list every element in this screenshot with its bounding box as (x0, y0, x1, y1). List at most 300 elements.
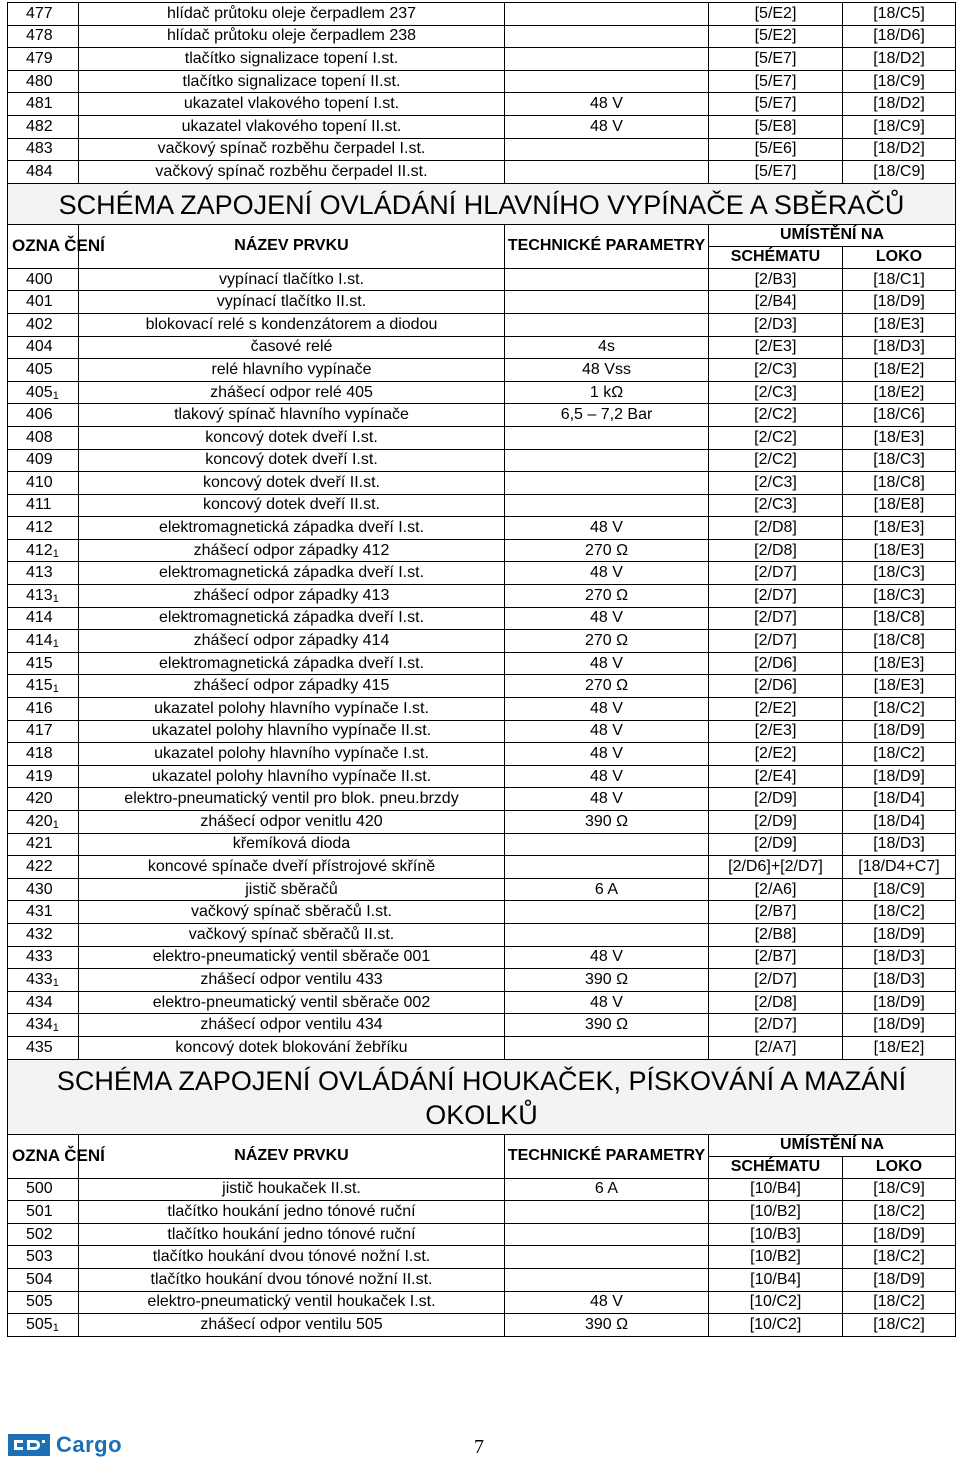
row-schema: [2/C3] (709, 381, 843, 404)
row-param: 6 A (505, 1178, 709, 1201)
row-loko: [18/C2] (843, 1291, 956, 1314)
logo-text: Cargo (56, 1432, 123, 1457)
header-oznaceni: OZNA ČENÍ (8, 224, 79, 268)
row-id (8, 70, 79, 93)
row-id-number: 409 (26, 451, 53, 469)
row-loko: [18/C9] (843, 115, 956, 138)
row-name: ukazatel polohy hlavního vypínače II.st. (79, 720, 505, 743)
row-param: 6,5 – 7,2 Bar (505, 404, 709, 427)
row-param: 270 Ω (505, 675, 709, 698)
table-row (8, 1314, 956, 1337)
row-name: tlačítko houkání jedno tónové ruční (79, 1223, 505, 1246)
row-loko: [18/D4] (843, 811, 956, 834)
row-id (8, 3, 79, 26)
row-loko: [18/C5] (843, 3, 956, 26)
row-param: 4s (505, 336, 709, 359)
cargo-logo (8, 1432, 122, 1458)
row-loko: [18/D9] (843, 1268, 956, 1291)
row-schema: [2/A6] (709, 878, 843, 901)
row-id (8, 788, 79, 811)
section-title-row (8, 183, 956, 224)
row-id (8, 991, 79, 1014)
row-name: elektromagnetická západka dveří I.st. (79, 607, 505, 630)
row-name: koncový dotek dveří I.st. (79, 426, 505, 449)
row-name: tlačítko signalizace topení I.st. (79, 48, 505, 71)
row-loko: [18/E2] (843, 1036, 956, 1059)
table-row (8, 472, 956, 495)
row-name: zhášecí odpor relé 405 (79, 381, 505, 404)
row-id (8, 449, 79, 472)
row-name: ukazatel polohy hlavního vypínače II.st. (79, 765, 505, 788)
row-loko: [18/C9] (843, 1178, 956, 1201)
row-loko: [18/C8] (843, 472, 956, 495)
row-id (8, 856, 79, 879)
row-id (8, 138, 79, 161)
row-loko: [18/C3] (843, 449, 956, 472)
table-row (8, 969, 956, 992)
row-name: vačkový spínač sběračů I.st. (79, 901, 505, 924)
row-id-number: 430 (26, 880, 53, 898)
row-id-number: 481 (26, 95, 53, 113)
row-id (8, 969, 79, 992)
row-id (8, 291, 79, 314)
row-name: jistič houkaček II.st. (79, 1178, 505, 1201)
row-param: 6 A (505, 878, 709, 901)
table-row (8, 539, 956, 562)
row-loko: [18/E3] (843, 539, 956, 562)
row-id (8, 1291, 79, 1314)
row-param: 48 V (505, 788, 709, 811)
row-id-number: 503 (26, 1248, 53, 1266)
table-row (8, 426, 956, 449)
header-umisteni: UMÍSTĚNÍ NA (709, 1134, 956, 1156)
row-id (8, 1314, 79, 1337)
document-table (7, 2, 955, 1337)
row-param: 390 Ω (505, 969, 709, 992)
row-loko: [18/D9] (843, 1014, 956, 1037)
row-id (8, 630, 79, 653)
row-schema: [2/C2] (709, 426, 843, 449)
row-schema: [2/B7] (709, 901, 843, 924)
row-schema: [2/D9] (709, 811, 843, 834)
row-loko: [18/C1] (843, 268, 956, 291)
row-id (8, 25, 79, 48)
row-schema: [2/E2] (709, 698, 843, 721)
row-id-number: 483 (26, 140, 53, 158)
row-id (8, 585, 79, 608)
row-name: vačkový spínač rozběhu čerpadel II.st. (79, 161, 505, 184)
row-param (505, 1201, 709, 1224)
row-id (8, 426, 79, 449)
row-name: elektro-pneumatický ventil houkaček I.st. (79, 1291, 505, 1314)
row-param: 48 V (505, 720, 709, 743)
row-param: 48 V (505, 607, 709, 630)
row-id-number: 478 (26, 27, 53, 45)
row-schema: [2/C3] (709, 359, 843, 382)
row-param (505, 268, 709, 291)
row-name: koncový dotek blokování žebříku (79, 1036, 505, 1059)
row-schema: [2/D7] (709, 562, 843, 585)
row-id-subscript: 1 (52, 818, 59, 831)
table-row (8, 268, 956, 291)
table-row (8, 946, 956, 969)
row-id-number: 415 (26, 677, 53, 695)
row-id-number: 420 (26, 812, 53, 830)
row-param: 270 Ω (505, 585, 709, 608)
row-param: 48 V (505, 652, 709, 675)
row-id-number: 431 (26, 903, 53, 921)
table-row (8, 93, 956, 116)
row-loko: [18/C8] (843, 607, 956, 630)
header-umisteni: UMÍSTĚNÍ NA (709, 224, 956, 246)
row-loko: [18/C2] (843, 1314, 956, 1337)
row-id-number: 400 (26, 270, 53, 288)
row-schema: [2/D7] (709, 585, 843, 608)
row-name: relé hlavního vypínače (79, 359, 505, 382)
row-name: elektro-pneumatický ventil pro blok. pneu.brzdy (79, 788, 505, 811)
row-id (8, 720, 79, 743)
header-technicke: TECHNICKÉ PARAMETRY (505, 224, 709, 268)
row-param: 48 V (505, 517, 709, 540)
row-id-number: 405 (26, 383, 53, 401)
table-row (8, 161, 956, 184)
table-row (8, 856, 956, 879)
section-title-row (8, 1059, 956, 1134)
row-id (8, 472, 79, 495)
row-id-number: 408 (26, 428, 53, 446)
row-param (505, 138, 709, 161)
row-name: křemíková dioda (79, 833, 505, 856)
row-name: koncový dotek dveří II.st. (79, 472, 505, 495)
row-id (8, 923, 79, 946)
table-row (8, 652, 956, 675)
row-name: zhášecí odpor západky 415 (79, 675, 505, 698)
row-id (8, 404, 79, 427)
row-id-number: 505 (26, 1293, 53, 1311)
row-id (8, 336, 79, 359)
row-schema: [2/D9] (709, 833, 843, 856)
row-schema: [2/B4] (709, 291, 843, 314)
table-row (8, 562, 956, 585)
row-id-number: 419 (26, 767, 53, 785)
row-schema: [10/B2] (709, 1246, 843, 1269)
row-param (505, 313, 709, 336)
row-schema: [2/E4] (709, 765, 843, 788)
row-param (505, 426, 709, 449)
row-loko: [18/E3] (843, 426, 956, 449)
row-id-number: 413 (26, 564, 53, 582)
row-loko: [18/E8] (843, 494, 956, 517)
row-id-number: 411 (26, 496, 52, 514)
row-id-number: 433 (26, 948, 53, 966)
row-id-number: 405 (26, 360, 53, 378)
row-loko: [18/D9] (843, 991, 956, 1014)
table-row (8, 359, 956, 382)
row-param (505, 48, 709, 71)
row-loko: [18/C2] (843, 743, 956, 766)
row-name: tlačítko houkání dvou tónové nožní II.st. (79, 1268, 505, 1291)
row-loko: [18/E3] (843, 675, 956, 698)
row-loko: [18/D3] (843, 833, 956, 856)
row-id (8, 765, 79, 788)
row-loko: [18/E3] (843, 652, 956, 675)
row-id (8, 743, 79, 766)
row-param: 270 Ω (505, 630, 709, 653)
row-id-number: 416 (26, 699, 53, 717)
row-id (8, 1014, 79, 1037)
row-schema: [5/E7] (709, 48, 843, 71)
row-schema: [2/D7] (709, 1014, 843, 1037)
row-name: ukazatel vlakového topení I.st. (79, 93, 505, 116)
row-loko: [18/C2] (843, 901, 956, 924)
row-id-number: 434 (26, 1016, 53, 1034)
table-row (8, 1268, 956, 1291)
page-number: 7 (474, 1436, 484, 1458)
row-id (8, 946, 79, 969)
row-id-number: 432 (26, 925, 53, 943)
row-name: koncový dotek dveří I.st. (79, 449, 505, 472)
row-name: tlačítko signalizace topení II.st. (79, 70, 505, 93)
table-row (8, 1223, 956, 1246)
row-schema: [2/D8] (709, 539, 843, 562)
table-row (8, 607, 956, 630)
table-row (8, 1178, 956, 1201)
row-param: 48 V (505, 93, 709, 116)
table-row (8, 449, 956, 472)
table-row (8, 25, 956, 48)
table-row (8, 585, 956, 608)
row-name: elektromagnetická západka dveří I.st. (79, 562, 505, 585)
row-schema: [2/C3] (709, 494, 843, 517)
row-schema: [5/E7] (709, 70, 843, 93)
row-schema: [10/B3] (709, 1223, 843, 1246)
row-name: tlačítko houkání dvou tónové nožní I.st. (79, 1246, 505, 1269)
table-row (8, 494, 956, 517)
row-param (505, 25, 709, 48)
row-id-number: 484 (26, 162, 53, 180)
row-param: 390 Ω (505, 1014, 709, 1037)
row-param (505, 70, 709, 93)
row-id-number: 413 (26, 586, 53, 604)
row-schema: [5/E8] (709, 115, 843, 138)
row-id (8, 359, 79, 382)
row-loko: [18/C2] (843, 1246, 956, 1269)
cd-logo-icon (8, 1434, 50, 1456)
row-id (8, 381, 79, 404)
table-row (8, 517, 956, 540)
row-loko: [18/D9] (843, 1223, 956, 1246)
row-id-number: 435 (26, 1038, 53, 1056)
row-name: vačkový spínač sběračů II.st. (79, 923, 505, 946)
row-id-number: 421 (26, 835, 53, 853)
row-param: 48 V (505, 765, 709, 788)
row-name: jistič sběračů (79, 878, 505, 901)
row-id-number: 422 (26, 857, 53, 875)
row-schema: [2/D9] (709, 788, 843, 811)
table-row (8, 765, 956, 788)
row-id (8, 607, 79, 630)
row-loko: [18/C3] (843, 562, 956, 585)
row-param: 48 V (505, 1291, 709, 1314)
row-name: zhášecí odpor západky 414 (79, 630, 505, 653)
row-loko: [18/C2] (843, 698, 956, 721)
row-id-number: 505 (26, 1315, 53, 1333)
row-id (8, 494, 79, 517)
row-param (505, 161, 709, 184)
row-id (8, 901, 79, 924)
row-id-number: 414 (26, 609, 53, 627)
row-id-number: 401 (26, 293, 53, 311)
row-schema: [2/D3] (709, 313, 843, 336)
row-id-subscript: 1 (52, 592, 59, 605)
row-loko: [18/D9] (843, 765, 956, 788)
header-loko: LOKO (843, 246, 956, 268)
row-id (8, 1201, 79, 1224)
table-row (8, 1036, 956, 1059)
row-schema: [2/C2] (709, 449, 843, 472)
row-id-number: 417 (26, 722, 53, 740)
row-param: 1 kΩ (505, 381, 709, 404)
row-id (8, 833, 79, 856)
row-param: 270 Ω (505, 539, 709, 562)
row-schema: [5/E2] (709, 3, 843, 26)
row-name: hlídač průtoku oleje čerpadlem 237 (79, 3, 505, 26)
table-row (8, 138, 956, 161)
row-param: 48 V (505, 698, 709, 721)
row-loko: [18/E2] (843, 381, 956, 404)
row-param: 48 V (505, 991, 709, 1014)
table-row (8, 313, 956, 336)
row-id (8, 1036, 79, 1059)
table-row (8, 404, 956, 427)
table-row (8, 698, 956, 721)
row-schema: [2/D8] (709, 517, 843, 540)
table-row (8, 1246, 956, 1269)
table-row (8, 381, 956, 404)
row-name: vypínací tlačítko II.st. (79, 291, 505, 314)
row-id-number: 410 (26, 473, 53, 491)
row-schema: [2/D7] (709, 630, 843, 653)
row-schema: [2/E3] (709, 720, 843, 743)
row-loko: [18/C9] (843, 70, 956, 93)
row-name: zhášecí odpor venitlu 420 (79, 811, 505, 834)
row-id-number: 477 (26, 4, 53, 22)
header-row (8, 1134, 956, 1156)
row-param (505, 3, 709, 26)
row-id (8, 539, 79, 562)
row-name: blokovací relé s kondenzátorem a diodou (79, 313, 505, 336)
row-loko: [18/C9] (843, 161, 956, 184)
row-schema: [5/E2] (709, 25, 843, 48)
row-param (505, 833, 709, 856)
header-loko: LOKO (843, 1156, 956, 1178)
row-loko: [18/D3] (843, 969, 956, 992)
component-table (7, 2, 956, 1337)
table-row (8, 743, 956, 766)
row-name: zhášecí odpor ventilu 434 (79, 1014, 505, 1037)
row-name: ukazatel polohy hlavního vypínače I.st. (79, 698, 505, 721)
row-schema: [10/C2] (709, 1314, 843, 1337)
table-row (8, 788, 956, 811)
row-id-number: 501 (26, 1202, 53, 1220)
row-id-number: 433 (26, 970, 53, 988)
table-row (8, 291, 956, 314)
row-schema: [2/E2] (709, 743, 843, 766)
row-id (8, 1246, 79, 1269)
row-name: tlakový spínač hlavního vypínače (79, 404, 505, 427)
header-schematu: SCHÉMATU (709, 1156, 843, 1178)
row-name: koncový dotek dveří II.st. (79, 494, 505, 517)
header-schematu: SCHÉMATU (709, 246, 843, 268)
row-schema: [2/D8] (709, 991, 843, 1014)
row-name: ukazatel polohy hlavního vypínače I.st. (79, 743, 505, 766)
header-row (8, 224, 956, 246)
section-title: SCHÉMA ZAPOJENÍ OVLÁDÁNÍ HLAVNÍHO VYPÍNAČE A SBĚRAČŮ (8, 183, 956, 224)
row-id-number: 418 (26, 745, 53, 763)
row-name: hlídač průtoku oleje čerpadlem 238 (79, 25, 505, 48)
row-schema: [5/E7] (709, 93, 843, 116)
row-id (8, 1268, 79, 1291)
table-row (8, 878, 956, 901)
row-loko: [18/C3] (843, 585, 956, 608)
row-param (505, 291, 709, 314)
table-row (8, 675, 956, 698)
row-schema: [2/D7] (709, 607, 843, 630)
row-param (505, 1223, 709, 1246)
row-id-number: 414 (26, 632, 53, 650)
table-row (8, 1291, 956, 1314)
row-id (8, 698, 79, 721)
page-footer (0, 1418, 960, 1463)
row-id (8, 517, 79, 540)
row-id (8, 93, 79, 116)
row-id (8, 48, 79, 71)
row-loko: [18/D9] (843, 291, 956, 314)
row-param: 390 Ω (505, 1314, 709, 1337)
row-id-number: 420 (26, 790, 53, 808)
row-param (505, 901, 709, 924)
row-schema: [2/A7] (709, 1036, 843, 1059)
row-id (8, 161, 79, 184)
row-id-number: 406 (26, 406, 53, 424)
row-schema: [2/D6] (709, 652, 843, 675)
row-loko: [18/E3] (843, 517, 956, 540)
row-name: elektromagnetická západka dveří I.st. (79, 517, 505, 540)
row-id-number: 482 (26, 117, 53, 135)
row-id (8, 878, 79, 901)
row-id-number: 479 (26, 49, 53, 67)
table-row (8, 811, 956, 834)
row-loko: [18/E2] (843, 359, 956, 382)
row-id-number: 502 (26, 1225, 53, 1243)
row-param (505, 1268, 709, 1291)
row-loko: [18/D9] (843, 720, 956, 743)
table-row (8, 901, 956, 924)
row-id (8, 675, 79, 698)
row-id-subscript: 1 (52, 547, 59, 560)
table-row (8, 336, 956, 359)
row-param (505, 923, 709, 946)
row-name: zhášecí odpor ventilu 505 (79, 1314, 505, 1337)
row-id (8, 115, 79, 138)
header-oznaceni: OZNA ČENÍ (8, 1134, 79, 1178)
row-schema: [10/C2] (709, 1291, 843, 1314)
row-name: zhášecí odpor ventilu 433 (79, 969, 505, 992)
table-row (8, 630, 956, 653)
row-loko: [18/D9] (843, 923, 956, 946)
row-name: elektromagnetická západka dveří I.st. (79, 652, 505, 675)
row-loko: [18/D4] (843, 788, 956, 811)
